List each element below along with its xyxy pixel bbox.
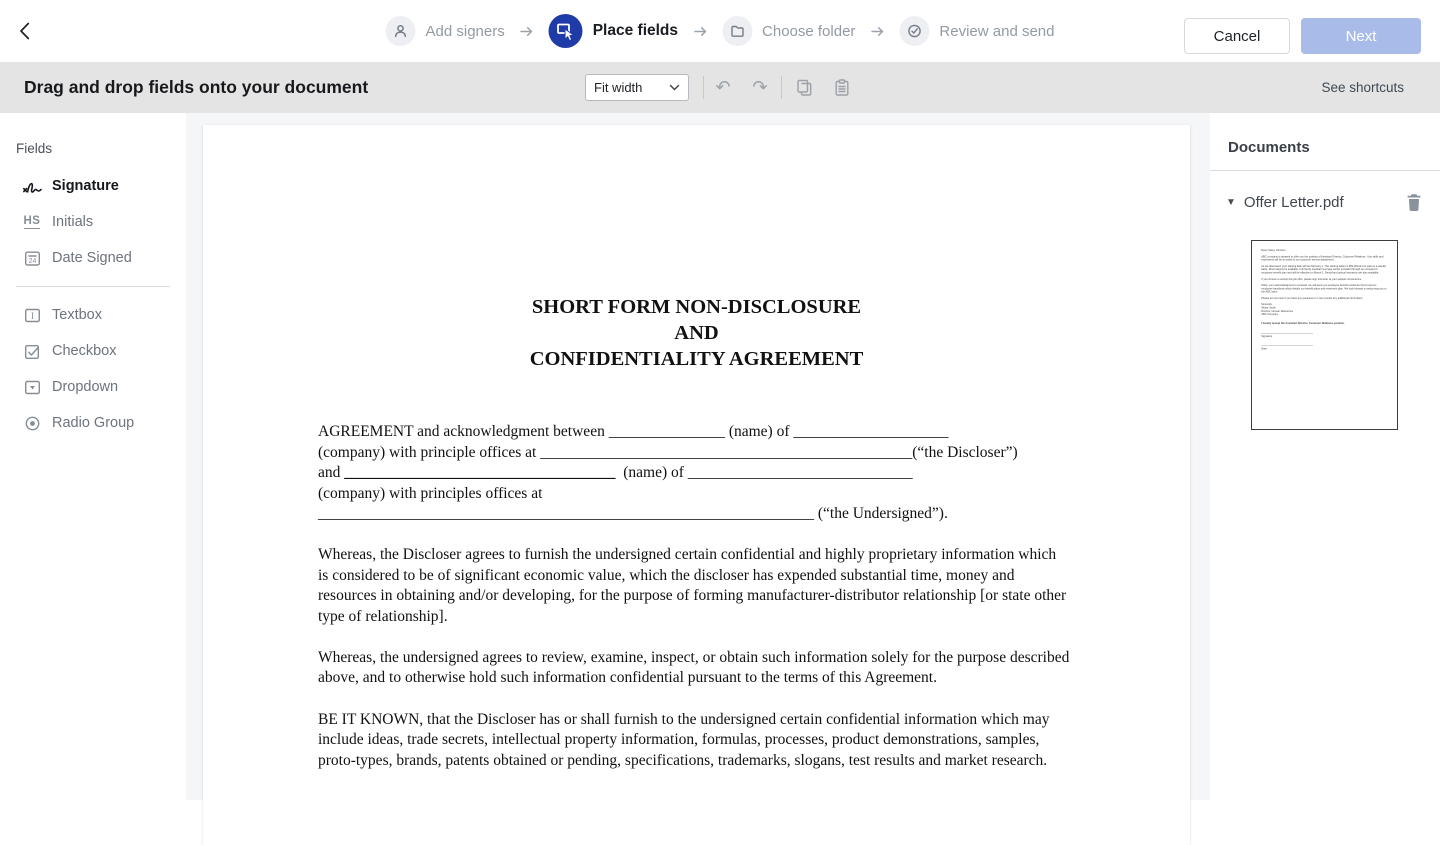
check-circle-icon (899, 16, 929, 46)
doc-thumbnail-content (1252, 241, 1397, 430)
checkbox-icon (21, 343, 43, 360)
back-button[interactable] (10, 17, 38, 45)
chevron-down-icon (669, 84, 680, 91)
redo-icon[interactable]: ↷ (745, 62, 775, 113)
thumbnail-line: I hereby accept the Assistant Director, Customer Relations position. (1261, 322, 1387, 325)
arrow-right-icon (520, 26, 534, 37)
dropdown-icon (21, 379, 43, 396)
see-shortcuts-link[interactable]: See shortcuts (1321, 62, 1404, 113)
field-item-checkbox[interactable] (0, 333, 186, 369)
whereas-paragraph-1: Whereas, the Discloser agrees to furnish the undersigned certain confidential and highly proprietary information which is considered to be of significant economic value, which the discloser has expended substantial time, money and resources in obtaining and/or developing, for the purpose of forming manufacturer-distributor relationship [or state other type of relationship]. (318, 545, 1070, 627)
textbox-icon (21, 307, 43, 324)
toolbar-divider (781, 76, 782, 99)
editor-toolbar (0, 62, 1440, 113)
thumbnail-line: If you choose to accept this job offer, please sign this letter at your earliest convenience. (1261, 277, 1387, 280)
document-page[interactable] (203, 125, 1190, 845)
documents-heading: Documents (1210, 113, 1440, 170)
toolbar-divider (703, 76, 704, 99)
step-choose-folder[interactable] (722, 16, 855, 46)
field-item-dropdown[interactable] (0, 369, 186, 405)
document-title: SHORT FORM NON-DISCLOSURE AND CONFIDENTIALITY AGREEMENT (203, 295, 1190, 372)
step-place-fields[interactable] (549, 14, 678, 48)
step-label: Choose folder (762, 23, 855, 40)
documents-divider (1210, 170, 1440, 171)
agreement-paragraph: AGREEMENT and acknowledgment between _______________ (name) of ____________________ (company) with principle offices at ________________________________________________(“the Discloser”) and ___________________________________ (name) of _____________________________ (company) with principles offices at ________________________________________________________________ (“the Undersigned”). (318, 422, 1070, 524)
thumbnail-signature-rule: Signature (1261, 333, 1387, 338)
arrow-right-icon (870, 26, 884, 37)
document-file-name: Offer Letter.pdf (1244, 194, 1344, 211)
documents-panel (1210, 113, 1440, 800)
person-icon (386, 16, 416, 46)
svg-text:24: 24 (28, 258, 36, 265)
zoom-select-value: Fit width (594, 80, 642, 95)
thumbnail-line: When your acknowledgment is received, we will send you employee benefit enrollment forms and an employee handbook which details our benefit plans and retirement plan. We look forward to welcoming you to the ABC team. (1261, 284, 1387, 294)
cancel-button[interactable]: Cancel (1184, 18, 1290, 54)
field-item-label: Checkbox (52, 343, 116, 359)
next-button[interactable]: Next (1301, 18, 1421, 54)
workflow-stepper (386, 0, 1055, 62)
chevron-left-icon (19, 22, 30, 40)
signature-icon (21, 177, 43, 195)
toolbar-title: Drag and drop fields onto your document (24, 62, 368, 113)
step-label: Review and send (939, 23, 1054, 40)
paste-icon[interactable] (827, 62, 857, 113)
folder-icon (722, 16, 752, 46)
date-signed-icon (21, 250, 43, 267)
page-thumbnail[interactable] (1251, 240, 1398, 430)
fields-panel (0, 113, 186, 800)
copy-icon[interactable] (789, 62, 819, 113)
step-review-and-send[interactable] (899, 16, 1054, 46)
step-add-signers[interactable] (386, 16, 505, 46)
whereas-paragraph-2: Whereas, the undersigned agrees to review, examine, inspect, or obtain such information solely for the purpose described above, and to otherwise hold such information confidential pursuant to the terms of this Agreement. (318, 648, 1070, 689)
svg-text:I: I (31, 311, 34, 321)
be-it-known-paragraph: BE IT KNOWN, that the Discloser has or shall furnish to the undersigned certain confidential information which may include ideas, trade secrets, intellectual property information, formulas, processes, product demonstrations, samples, proto-types, brands, patents obtained or pending, specifications, trademarks, slogans, test results and market research. (318, 710, 1070, 771)
field-item-label: Date Signed (52, 250, 132, 266)
caret-down-icon[interactable]: ▼ (1226, 198, 1236, 208)
step-label: Place fields (593, 22, 678, 40)
place-fields-icon (549, 14, 583, 48)
thumbnail-line: Dear Casey Johnson, (1261, 249, 1387, 252)
undo-icon[interactable]: ↶ (708, 62, 738, 113)
document-canvas (186, 113, 1210, 800)
thumbnail-signoff: Sincerely, Skylar Smith Director, Human Resources ABC Company (1261, 303, 1387, 316)
field-item-textbox[interactable] (0, 297, 186, 333)
initials-icon: HS (21, 215, 43, 230)
fields-divider (16, 286, 170, 287)
field-item-initials[interactable] (0, 204, 186, 240)
field-item-signature[interactable] (0, 168, 186, 204)
thumbnail-line: ABC company is pleased to offer you the position of Assistant Director, Customer Relations. Your skills and experience will be an asset to our customer service department. (1261, 255, 1387, 262)
document-body (318, 422, 1070, 771)
field-item-radio-group[interactable] (0, 405, 186, 441)
thumbnail-signature-rule: Date (1261, 346, 1387, 351)
arrow-right-icon (693, 26, 707, 37)
field-item-label: Textbox (52, 307, 102, 323)
top-header (0, 0, 1440, 62)
thumbnail-line: Please let me know if you have any questions or I can provide any additional information. (1261, 297, 1387, 300)
fields-heading: Fields (0, 113, 186, 168)
field-item-date-signed[interactable] (0, 240, 186, 276)
zoom-select[interactable] (585, 74, 689, 101)
field-item-label: Initials (52, 214, 93, 230)
document-file-row (1226, 193, 1422, 212)
radio-group-icon (21, 415, 43, 432)
field-item-label: Signature (52, 178, 119, 194)
thumbnail-line: As we discussed, your starting date will be February 1. The starting salary is $52,000 and is paid on a weekly basis. Direct deposit is available. Full family medical coverage will be provided through our company's employee benefit plan and will be effective on March 1. Dental and optical insurance are also available. (1261, 265, 1387, 275)
field-item-label: Dropdown (52, 379, 118, 395)
trash-icon[interactable] (1406, 193, 1422, 212)
step-label: Add signers (426, 23, 505, 40)
field-item-label: Radio Group (52, 415, 134, 431)
